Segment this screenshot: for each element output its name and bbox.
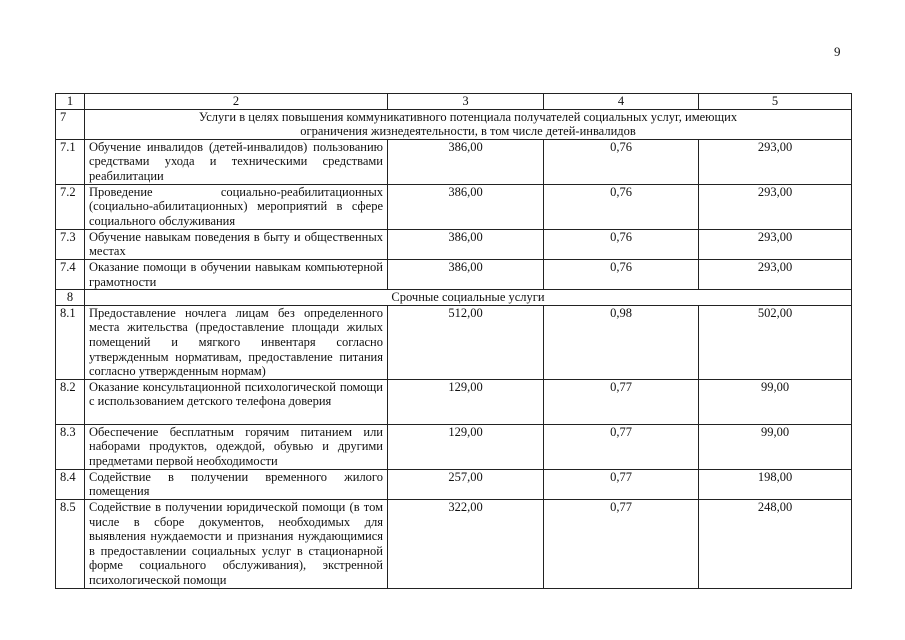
row-number: 8.2 bbox=[56, 379, 85, 424]
tariff-value: 293,00 bbox=[699, 229, 852, 259]
cost-value: 129,00 bbox=[388, 379, 544, 424]
table-row bbox=[56, 499, 852, 588]
table-row bbox=[56, 424, 852, 469]
cost-value: 386,00 bbox=[388, 184, 544, 229]
tariff-value: 502,00 bbox=[699, 305, 852, 379]
header-row bbox=[56, 94, 852, 110]
table-row bbox=[56, 379, 852, 424]
row-number: 7.1 bbox=[56, 139, 85, 184]
tariff-value: 293,00 bbox=[699, 259, 852, 289]
row-number: 8.4 bbox=[56, 469, 85, 499]
page-number: 9 bbox=[834, 44, 841, 59]
cost-value: 386,00 bbox=[388, 259, 544, 289]
coefficient-value: 0,76 bbox=[544, 259, 699, 289]
service-description: Оказание консультационной психологической помощи с использованием детского телефона доверия bbox=[85, 379, 388, 424]
tariff-value: 293,00 bbox=[699, 184, 852, 229]
tariff-table bbox=[55, 93, 852, 589]
tariff-value: 293,00 bbox=[699, 139, 852, 184]
service-description: Проведение социально-реабилитационных (социально-абилитационных) мероприятий в сфере социального обслуживания bbox=[85, 184, 388, 229]
table-row bbox=[56, 229, 852, 259]
row-number: 7 bbox=[56, 109, 85, 139]
service-description: Обеспечение бесплатным горячим питанием или наборами продуктов, одеждой, обувью и другими предметами первой необходимости bbox=[85, 424, 388, 469]
section-row bbox=[56, 290, 852, 306]
coefficient-value: 0,76 bbox=[544, 139, 699, 184]
service-description: Обучение инвалидов (детей-инвалидов) пользованию средствами ухода и техническими средствами реабилитации bbox=[85, 139, 388, 184]
tariff-value: 99,00 bbox=[699, 424, 852, 469]
row-number: 8.3 bbox=[56, 424, 85, 469]
row-number: 8.1 bbox=[56, 305, 85, 379]
header-cell: 2 bbox=[85, 94, 388, 110]
header-cell: 3 bbox=[388, 94, 544, 110]
tariff-value: 198,00 bbox=[699, 469, 852, 499]
section-row bbox=[56, 109, 852, 139]
tariff-value: 248,00 bbox=[699, 499, 852, 588]
coefficient-value: 0,77 bbox=[544, 499, 699, 588]
service-description: Содействие в получении юридической помощи (в том числе в сборе документов, необходимых для выявления нуждаемости и признания нуждающимися в предоставлении социальных услуг в стационарной форме социального обслуживания), экстренной психологической помощи bbox=[85, 499, 388, 588]
header-cell: 5 bbox=[699, 94, 852, 110]
table-row bbox=[56, 184, 852, 229]
header-cell: 4 bbox=[544, 94, 699, 110]
tariff-value: 99,00 bbox=[699, 379, 852, 424]
header-cell: 1 bbox=[56, 94, 85, 110]
coefficient-value: 0,76 bbox=[544, 184, 699, 229]
coefficient-value: 0,77 bbox=[544, 469, 699, 499]
coefficient-value: 0,77 bbox=[544, 424, 699, 469]
row-number: 8 bbox=[56, 290, 85, 306]
cost-value: 386,00 bbox=[388, 139, 544, 184]
cost-value: 129,00 bbox=[388, 424, 544, 469]
cost-value: 386,00 bbox=[388, 229, 544, 259]
coefficient-value: 0,76 bbox=[544, 229, 699, 259]
row-number: 7.2 bbox=[56, 184, 85, 229]
coefficient-value: 0,98 bbox=[544, 305, 699, 379]
service-description: Предоставление ночлега лицам без определенного места жительства (предоставление площади жилых помещений и мягкого инвентаря согласно утвержденным нормативам, предоставление питания согласно утвержденным нормам) bbox=[85, 305, 388, 379]
table-row bbox=[56, 259, 852, 289]
section-title: Услуги в целях повышения коммуникативного потенциала получателей социальных услуг, имеющих ограничения жизнедеятельности, в том числе детей-инвалидов bbox=[85, 109, 852, 139]
table-row bbox=[56, 469, 852, 499]
service-description: Оказание помощи в обучении навыкам компьютерной грамотности bbox=[85, 259, 388, 289]
row-number: 8.5 bbox=[56, 499, 85, 588]
service-description: Обучение навыкам поведения в быту и общественных местах bbox=[85, 229, 388, 259]
section-title: Срочные социальные услуги bbox=[85, 290, 852, 306]
table-row bbox=[56, 305, 852, 379]
coefficient-value: 0,77 bbox=[544, 379, 699, 424]
service-description: Содействие в получении временного жилого помещения bbox=[85, 469, 388, 499]
cost-value: 257,00 bbox=[388, 469, 544, 499]
cost-value: 512,00 bbox=[388, 305, 544, 379]
row-number: 7.4 bbox=[56, 259, 85, 289]
row-number: 7.3 bbox=[56, 229, 85, 259]
cost-value: 322,00 bbox=[388, 499, 544, 588]
table-row bbox=[56, 139, 852, 184]
